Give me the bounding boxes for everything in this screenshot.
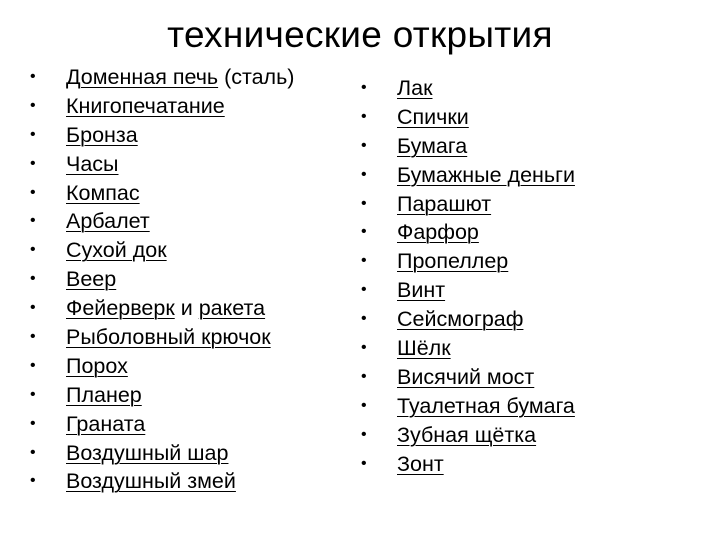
bullet-icon: • [30,212,36,230]
right-discovery-list [361,74,575,478]
hyperlink[interactable]: Пропеллер [397,249,509,274]
bullet-icon: • [30,356,36,374]
plain-text: и [174,296,199,321]
list-item [30,323,294,352]
list-item [30,236,294,265]
bullet-icon: • [361,339,367,357]
hyperlink[interactable]: Лак [397,76,433,100]
bullet-icon: • [361,425,367,443]
hyperlink[interactable]: Компас [66,180,140,205]
list-item [30,352,294,381]
hyperlink[interactable]: Висячий мост [397,364,535,389]
hyperlink[interactable]: Зубная щётка [397,422,537,447]
bullet-icon: • [361,281,367,299]
list-item [361,363,575,392]
list-item [361,392,575,421]
list-item [361,247,575,276]
bullet-icon: • [30,96,36,114]
list-item [361,421,575,450]
hyperlink[interactable]: Воздушный змей [66,469,236,494]
bullet-icon: • [30,68,36,85]
hyperlink[interactable]: ракета [198,296,266,321]
hyperlink[interactable]: Порох [66,353,128,378]
bullet-icon: • [30,270,36,288]
bullet-icon: • [361,367,367,385]
list-item [30,92,294,121]
list-item [361,190,575,219]
list-item [361,334,575,363]
list-item [30,121,294,150]
hyperlink[interactable]: Спички [397,104,469,129]
list-item [30,410,294,439]
bullet-icon: • [30,154,36,172]
hyperlink[interactable]: Бумага [397,133,468,158]
bullet-icon: • [30,472,36,490]
hyperlink[interactable]: Часы [66,151,119,176]
list-item [30,467,294,496]
bullet-icon: • [30,385,36,403]
hyperlink[interactable]: Арбалет [66,209,150,234]
hyperlink[interactable]: Планер [66,382,142,407]
hyperlink[interactable]: Фейерверк [66,296,175,321]
hyperlink[interactable]: Парашют [397,191,492,216]
slide-title: технические открытия [167,14,553,55]
list-item [361,103,575,132]
list-item [361,276,575,305]
hyperlink[interactable]: Фарфор [397,220,479,245]
bullet-icon: • [30,299,36,317]
left-discovery-list [30,63,294,496]
list-item [361,74,575,103]
list-item [361,305,575,334]
bullet-icon: • [361,223,367,241]
hyperlink[interactable]: Граната [66,411,146,436]
hyperlink[interactable]: Веер [66,267,117,292]
list-item [361,450,575,479]
list-item [30,294,294,323]
list-item [30,381,294,410]
hyperlink[interactable]: Бронза [66,122,138,147]
list-item [361,161,575,190]
list-item [30,150,294,179]
hyperlink[interactable]: Зонт [397,451,444,476]
list-item [30,207,294,236]
hyperlink[interactable]: Книгопечатание [66,93,225,118]
bullet-icon: • [361,252,367,270]
hyperlink[interactable]: Туалетная бумага [397,393,575,418]
bullet-icon: • [361,79,367,96]
bullet-icon: • [30,443,36,461]
bullet-icon: • [30,241,36,259]
bullet-icon: • [361,194,367,212]
list-item [30,439,294,468]
list-item [30,63,294,92]
hyperlink[interactable]: Сухой док [66,238,167,263]
bullet-icon: • [30,414,36,432]
bullet-icon: • [361,107,367,125]
hyperlink[interactable]: Винт [397,278,446,303]
list-item [361,218,575,247]
list-item [30,265,294,294]
hyperlink[interactable]: Рыболовный крючок [66,325,271,350]
bullet-icon: • [361,396,367,414]
bullet-icon: • [361,136,367,154]
list-item [30,179,294,208]
bullet-icon: • [361,454,367,472]
bullet-icon: • [30,125,36,143]
hyperlink[interactable]: Сейсмограф [397,307,524,332]
bullet-icon: • [30,328,36,346]
hyperlink[interactable]: Шёлк [397,336,451,361]
bullet-icon: • [361,165,367,183]
hyperlink[interactable]: Воздушный шар [66,440,229,465]
bullet-icon: • [361,310,367,328]
hyperlink[interactable]: Доменная печь [66,65,219,89]
hyperlink[interactable]: Бумажные деньги [397,162,575,187]
list-item [361,132,575,161]
bullet-icon: • [30,183,36,201]
plain-text: (сталь) [218,65,295,89]
